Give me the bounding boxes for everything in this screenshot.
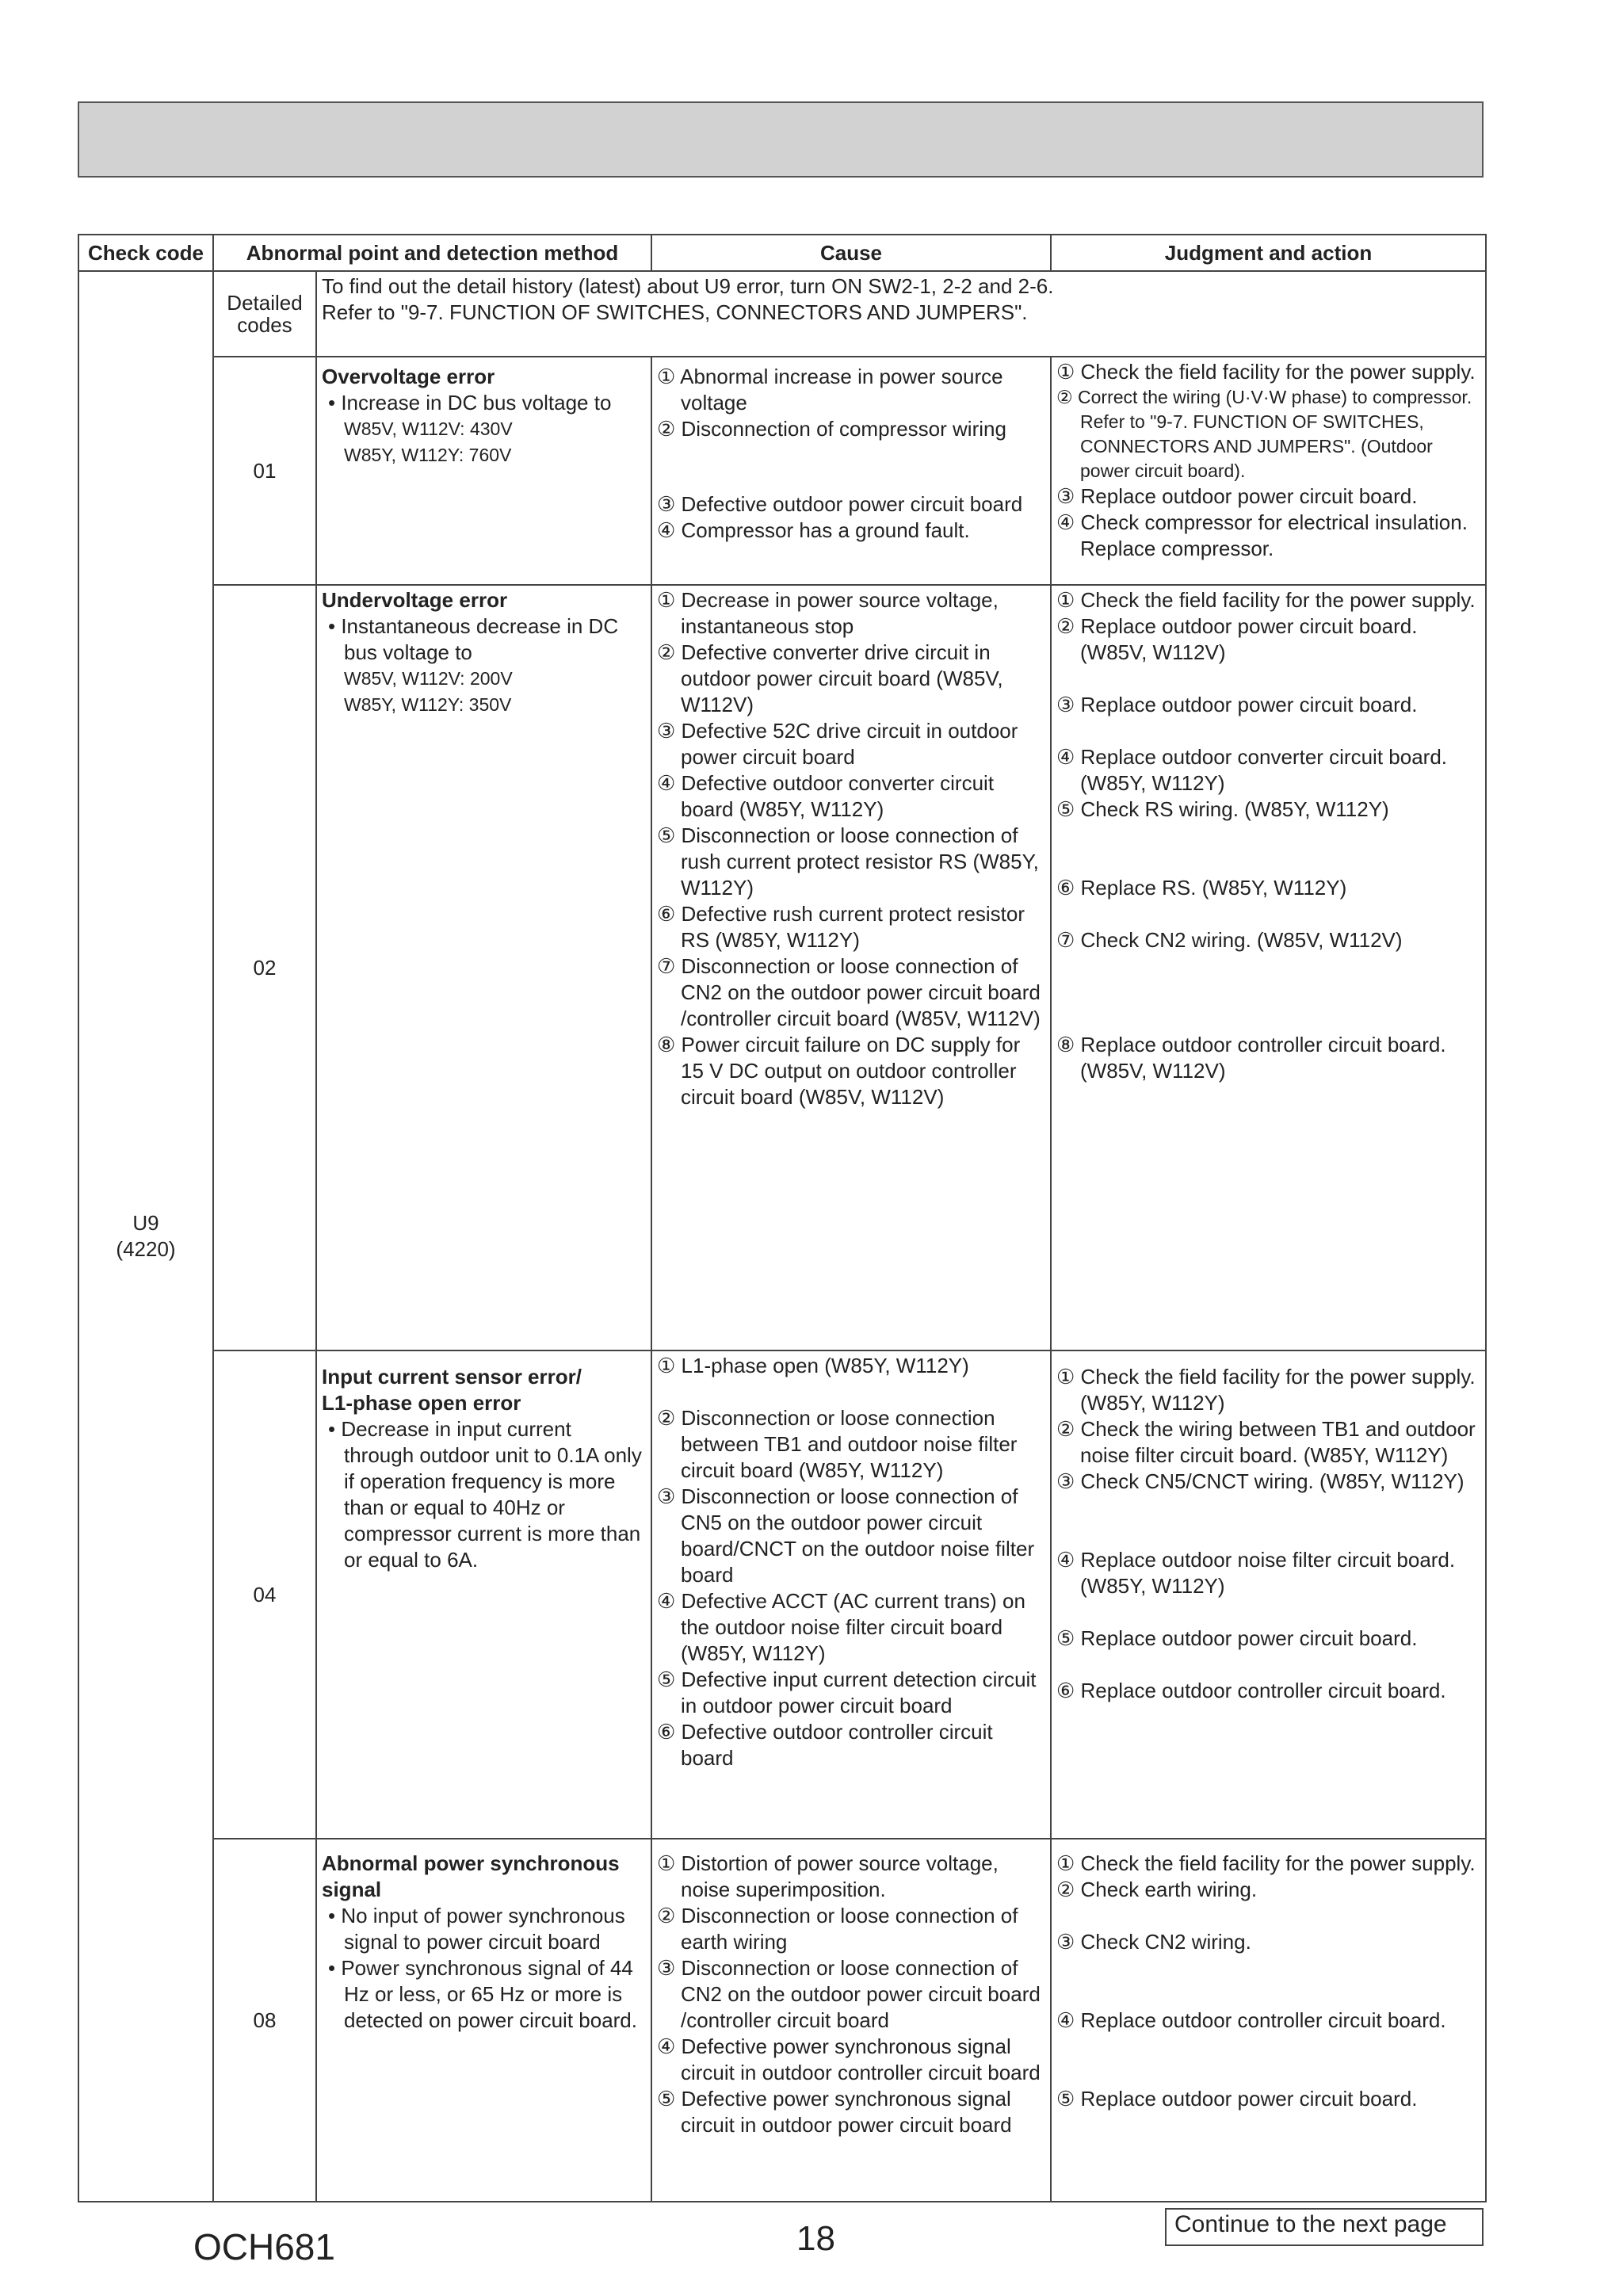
action-item: ⑧ Replace outdoor controller circuit board. (W85V, W112V)	[1056, 1033, 1446, 1083]
action-cell	[1051, 357, 1486, 585]
cause-item: ⑤ Disconnection or loose connection of rush current protect resistor RS (W85Y, W112Y)	[657, 823, 1039, 900]
action-item: ③ Replace outdoor power circuit board.	[1056, 693, 1418, 716]
action-item: ① Check the field facility for the power supply.	[1056, 1851, 1476, 1875]
action-item: ⑥ Replace RS. (W85Y, W112Y)	[1056, 876, 1347, 900]
detect-text: • No input of power synchronous signal to power circuit board	[328, 1904, 625, 1954]
check-code-table	[78, 234, 1487, 2202]
detail-code: 08	[213, 1839, 316, 2202]
abnormal-point	[316, 585, 651, 1350]
cause-item: ④ Defective power synchronous signal circuit in outdoor controller circuit board	[657, 2034, 1041, 2084]
continue-next-page: Continue to the next page	[1165, 2208, 1484, 2246]
cause-item: ⑥ Defective outdoor controller circuit board	[657, 1720, 993, 1770]
col-judgment: Judgment and action	[1051, 235, 1486, 271]
action-item: ④ Replace outdoor noise filter circuit board. (W85Y, W112Y)	[1056, 1548, 1456, 1598]
detailed-label: Detailed	[227, 291, 303, 315]
cause-item: ⑧ Power circuit failure on DC supply for 15 V DC output on outdoor controller circuit board (W85V, W112V)	[657, 1033, 1021, 1109]
page-number: 18	[796, 2219, 835, 2258]
cause-item: ④ Compressor has a ground fault.	[657, 518, 970, 542]
abnormal-point	[316, 1839, 651, 2202]
cause-cell	[651, 1839, 1051, 2202]
detail-text-2: Refer to "9-7. FUNCTION OF SWITCHES, CONNECTORS AND JUMPERS".	[322, 300, 1028, 324]
detect-text: • Power synchronous signal of 44 Hz or less, or 65 Hz or more is detected on power circuit board.	[328, 1956, 637, 2032]
cause-item: ⑤ Defective input current detection circuit in outdoor power circuit board	[657, 1668, 1037, 1717]
cause-item: ③ Defective 52C drive circuit in outdoor power circuit board	[657, 719, 1018, 769]
detect-text: • Increase in DC bus voltage to	[328, 391, 612, 415]
detect-text: W85Y, W112Y: 760V	[344, 445, 512, 465]
action-item: ⑤ Replace outdoor power circuit board.	[1056, 2087, 1418, 2111]
detail-text-1: To find out the detail history (latest) about U9 error, turn ON SW2-1, 2-2 and 2-6.	[322, 274, 1054, 298]
cause-item: ⑥ Defective rush current protect resistor RS (W85Y, W112Y)	[657, 902, 1025, 952]
action-item: ④ Check compressor for electrical insulation. Replace compressor.	[1056, 510, 1468, 560]
check-code-number: (4220)	[116, 1237, 176, 1261]
error-title: signal	[322, 1878, 382, 1901]
error-title: L1-phase open error	[322, 1391, 521, 1415]
cause-item: ⑦ Disconnection or loose connection of CN2 on the outdoor power circuit board /controller circuit board (W85V, W112V)	[657, 954, 1041, 1030]
detect-text: • Instantaneous decrease in DC bus voltage to	[328, 614, 619, 664]
action-item: ④ Replace outdoor controller circuit board.	[1056, 2008, 1446, 2032]
cause-item: ⑤ Defective power synchronous signal circuit in outdoor power circuit board	[657, 2087, 1012, 2137]
action-item: ⑦ Check CN2 wiring. (W85V, W112V)	[1056, 928, 1403, 952]
col-cause: Cause	[651, 235, 1051, 271]
action-item: ③ Check CN5/CNCT wiring. (W85Y, W112Y)	[1056, 1469, 1465, 1493]
cause-item: ③ Disconnection or loose connection of CN2 on the outdoor power circuit board /controller circuit board	[657, 1956, 1041, 2032]
table-row	[78, 1350, 1486, 1839]
error-title: Overvoltage error	[322, 365, 495, 388]
cause-cell	[651, 585, 1051, 1350]
action-item: ① Check the field facility for the power supply. (W85Y, W112Y)	[1056, 1365, 1476, 1415]
cause-item: ① L1-phase open (W85Y, W112Y)	[657, 1354, 969, 1377]
detail-instructions	[316, 271, 1486, 357]
cause-item: ① Decrease in power source voltage, instantaneous stop	[657, 588, 999, 638]
detect-text: • Decrease in input current through outdoor unit to 0.1A only if operation frequency is more than or equal to 40Hz or compressor current is more than or equal to 6A.	[328, 1417, 642, 1572]
action-cell	[1051, 1839, 1486, 2202]
detailed-codes-label	[213, 271, 316, 357]
cause-item: ② Disconnection or loose connection between TB1 and outdoor noise filter circuit board (W85Y, W112Y)	[657, 1406, 1018, 1482]
cause-item: ① Distortion of power source voltage, noise superimposition.	[657, 1851, 999, 1901]
cause-item: ④ Defective ACCT (AC current trans) on the outdoor noise filter circuit board (W85Y, W112Y)	[657, 1589, 1025, 1665]
cause-item: ② Disconnection of compressor wiring	[657, 417, 1006, 441]
error-title: Input current sensor error/	[322, 1365, 582, 1389]
table-header-row	[78, 235, 1486, 271]
detect-text: W85Y, W112Y: 350V	[344, 694, 512, 715]
check-code-cell	[78, 271, 213, 2202]
action-item: ⑥ Replace outdoor controller circuit board.	[1056, 1679, 1446, 1702]
action-item: ② Check earth wiring.	[1056, 1878, 1258, 1901]
codes-label: codes	[237, 313, 292, 337]
action-item: ③ Check CN2 wiring.	[1056, 1930, 1251, 1954]
cause-item: ② Disconnection or loose connection of earth wiring	[657, 1904, 1018, 1954]
cause-cell	[651, 357, 1051, 585]
col-check-code: Check code	[78, 235, 213, 271]
action-item: ④ Replace outdoor converter circuit board. (W85Y, W112Y)	[1056, 745, 1447, 795]
action-item: ② Correct the wiring (U·V·W phase) to compressor. Refer to "9-7. FUNCTION OF SWITCHES, CONNECTORS AND JUMPERS". (Outdoor power circuit board).	[1056, 387, 1472, 481]
cause-cell	[651, 1350, 1051, 1839]
action-item: ③ Replace outdoor power circuit board.	[1056, 484, 1418, 508]
table-row	[78, 585, 1486, 1350]
detail-codes-row	[78, 271, 1486, 357]
model-code: OCH681	[193, 2226, 335, 2267]
detail-code: 04	[213, 1350, 316, 1839]
table-row	[78, 1839, 1486, 2202]
error-title: Abnormal power synchronous	[322, 1851, 620, 1875]
table-row	[78, 357, 1486, 585]
action-item: ② Check the wiring between TB1 and outdoor noise filter circuit board. (W85Y, W112Y)	[1056, 1417, 1476, 1467]
cause-item: ④ Defective outdoor converter circuit board (W85Y, W112Y)	[657, 771, 995, 821]
detail-code: 01	[213, 357, 316, 585]
detail-code: 02	[213, 585, 316, 1350]
error-title: Undervoltage error	[322, 588, 508, 612]
cause-item: ① Abnormal increase in power source voltage	[657, 365, 1003, 415]
action-item: ① Check the field facility for the power supply.	[1056, 588, 1476, 612]
action-item: ② Replace outdoor power circuit board. (W85V, W112V)	[1056, 614, 1418, 664]
abnormal-point	[316, 357, 651, 585]
action-cell	[1051, 1350, 1486, 1839]
section-header-bar	[78, 101, 1484, 178]
cause-item: ③ Defective outdoor power circuit board	[657, 492, 1023, 516]
cause-item: ③ Disconnection or loose connection of CN5 on the outdoor power circuit board/CNCT on the outdoor noise filter board	[657, 1484, 1035, 1587]
action-item: ⑤ Replace outdoor power circuit board.	[1056, 1626, 1418, 1650]
action-item: ⑤ Check RS wiring. (W85Y, W112Y)	[1056, 797, 1389, 821]
detect-text: W85V, W112V: 430V	[344, 418, 513, 439]
action-item: ① Check the field facility for the power supply.	[1056, 360, 1476, 384]
abnormal-point	[316, 1350, 651, 1839]
col-abnormal-point: Abnormal point and detection method	[213, 235, 651, 271]
action-cell	[1051, 585, 1486, 1350]
cause-item: ② Defective converter drive circuit in outdoor power circuit board (W85V, W112V)	[657, 640, 1003, 716]
detect-text: W85V, W112V: 200V	[344, 668, 513, 689]
check-code: U9	[132, 1211, 159, 1235]
